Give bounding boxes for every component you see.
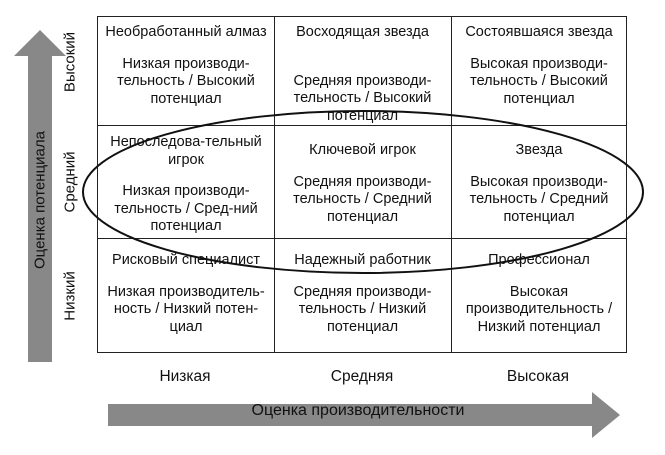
cell-description: Средняя производи-тельность / Низкий потенциал xyxy=(293,283,432,335)
cell-title: Состоявшаяся звезда xyxy=(465,24,613,40)
cell-description: Средняя производи-тельность / Высокий потенциал xyxy=(293,72,432,124)
cell-title: Звезда xyxy=(515,142,563,158)
col-label-low: Низкая xyxy=(159,368,211,385)
cell-description: Высокая производи-тельность / Средний потенциал xyxy=(469,173,609,225)
performance-axis-title: Оценка производительности xyxy=(251,402,465,419)
col-label-medium: Средняя xyxy=(330,368,394,385)
cell-title: Восходящая звезда xyxy=(296,24,429,40)
cell-title: Ключевой игрок xyxy=(309,142,416,158)
grid-divider xyxy=(98,238,626,239)
grid-divider xyxy=(98,125,626,126)
nine-box-grid xyxy=(97,16,627,353)
grid-cell-risky-specialist xyxy=(98,252,274,336)
cell-description: Высокая производи-тельность / Высокий потенциал xyxy=(470,55,608,107)
cell-description: Средняя производи-тельность / Средний потенциал xyxy=(293,173,432,225)
cell-title: Необработанный алмаз xyxy=(105,24,267,40)
grid-cell-established-star xyxy=(451,24,627,108)
cell-description: Низкая производи-тельность / Высокий потенциал xyxy=(117,55,255,107)
grid-cell-reliable-worker xyxy=(274,252,451,336)
grid-cell-star xyxy=(451,142,627,226)
cell-title: Непоследова-тельный игрок xyxy=(110,134,262,168)
cell-description: Низкая производи-тельность / Сред-ний потенциал xyxy=(114,183,258,234)
grid-cell-key-player xyxy=(274,142,451,226)
cell-title: Рисковый специалист xyxy=(112,252,260,268)
cell-description: Высокая производительность / Низкий потенциал xyxy=(465,283,613,335)
cell-title: Профессионал xyxy=(488,252,590,268)
cell-description: Низкая производитель-ность / Низкий потен-циал xyxy=(107,283,265,335)
col-label-high: Высокая xyxy=(506,368,570,385)
grid-cell-rising-star xyxy=(274,24,451,125)
grid-cell-rough-diamond xyxy=(98,24,274,108)
grid-cell-professional xyxy=(451,252,627,336)
grid-cell-inconsistent-player xyxy=(98,134,274,236)
cell-title: Надежный работник xyxy=(294,252,431,268)
